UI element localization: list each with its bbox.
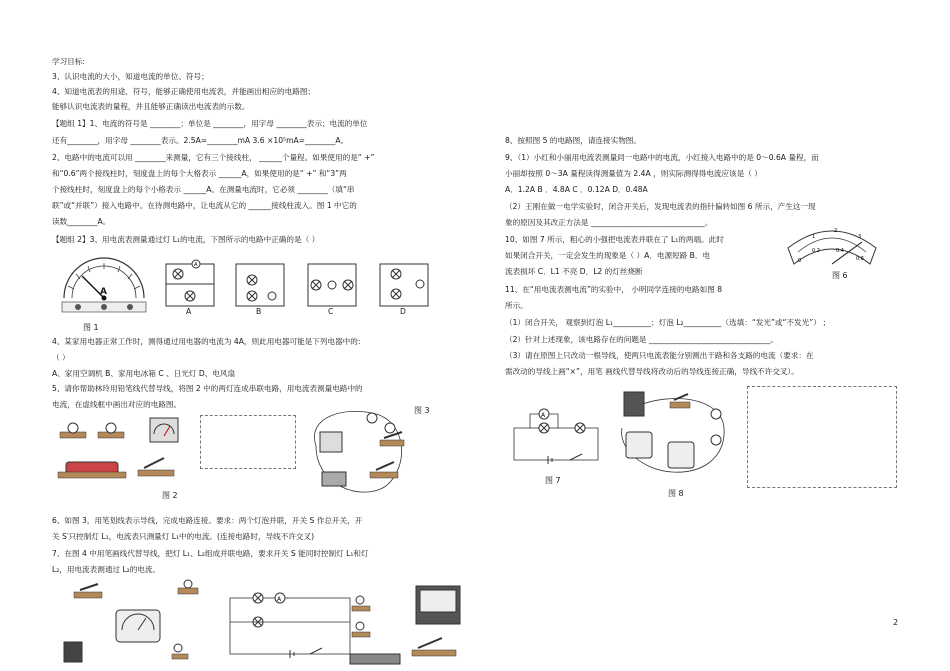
fig4-components-illustration xyxy=(60,580,480,666)
fig6-tick-0-6: 0.6 xyxy=(856,256,864,262)
fig2-components-illustration xyxy=(58,414,192,486)
objective-3: 3、认识电流的大小，知道电流的单位、符号； xyxy=(52,72,209,81)
q3-line: 【题组 2】3、用电流表测量通过灯 L₁的电流，下图所示的电路中正确的是（ ） xyxy=(52,235,320,244)
q11-part3-line1: （3）请在原图上只改动一根导线，使两只电流表能分别测出干路和各支路的电流（要求：在 xyxy=(505,351,814,360)
q10-line2: 如果闭合开关，一定会发生的现象是（ ）A．电源短路 B．电 xyxy=(505,251,711,260)
objective-4-cont: 能够认识电流表的量程，并且能够正确读出电流表的示数。 xyxy=(52,102,250,111)
q11-line2: 所示。 xyxy=(505,301,528,310)
heading-objectives: 学习目标: xyxy=(52,57,85,66)
q6-line1: 6、如图 3，用笔划线表示导线，完成电路连接。要求：两个灯泡并联，开关 S 作总开关，开 xyxy=(52,516,363,525)
fig1-caption: 图 1 xyxy=(83,323,99,332)
q1-line2: 还有________，用字母 ________表示。2.5A=________mA 3.6 ×10⁵mA=________A。 xyxy=(52,136,349,145)
fig6-tick-3: 3 xyxy=(858,234,862,240)
q7-line2: L₂，用电流表测通过 L₂的电流。 xyxy=(52,565,161,574)
q9-part2-line2: 象的原因及其改正方法是 ______________________________。 xyxy=(505,218,713,227)
fig6-tick-0: 0 xyxy=(798,258,802,264)
q9-line1: 9、（1）小红和小丽用电流表测量同一电路中的电流，小红接入电路中的是 0～0.6A 量程，而 xyxy=(505,153,819,162)
q1-line1: 【题组 1】1、电流的符号是 ________；单位是 ________，用字母 ________表示；电流的单位 xyxy=(52,119,368,128)
choice-label-b: B xyxy=(256,307,262,316)
q4-line2: （ ） xyxy=(52,353,70,362)
q5-line1: 5、请你帮助林玲用铅笔线代替导线，将图 2 中的两灯连成串联电路，用电流表测量电路中的 xyxy=(52,384,363,393)
q11-part3-line2: 需改动的导线上画“×”，用笔 画线代替导线将改动后的导线连接正确，导线不许交叉）。 xyxy=(505,367,799,376)
fig1-unit-label: A xyxy=(100,287,107,297)
q9-part2-line1: （2）王刚在做一电学实验时，闭合开关后，发现电流表的指针偏转如图 6 所示，产生这一现 xyxy=(505,202,816,211)
q7-line1: 7、在图 4 中用笔画线代替导线，把灯 L₁、L₂组成并联电路，要求开关 S 能同时控制灯 L₁和灯 xyxy=(52,549,369,558)
fig6-tick-0-2: 0.2 xyxy=(812,248,820,254)
q9-line2: 小丽却按照 0～3A 量程读得测量值为 2.4A ，则实际测得得电流应该是（ ） xyxy=(505,169,762,178)
q6-line2: 关 S′只控制灯 L₁，电流表只测量灯 L₁中的电流。(连接电路时，导线不许交叉) xyxy=(52,532,315,541)
fig8-caption: 图 8 xyxy=(668,489,684,498)
svg-text:A: A xyxy=(194,262,198,268)
q2-line2: 和“0.6”两个接线柱时，刻度盘上的每个大格表示 ______A，如果使用的是“ +” 和“3”两 xyxy=(52,169,347,178)
q8-line: 8、按照图 5 的电路图，请连接实物图。 xyxy=(505,136,641,145)
choice-label-a: A xyxy=(186,307,192,316)
fig6-tick-1: 1 xyxy=(812,234,816,240)
q10-line3: 流表损坏 C．L1 不亮 D．L2 的灯丝烧断 xyxy=(505,267,643,276)
q5-answer-box[interactable] xyxy=(200,415,296,469)
q11-part1: （1）闭合开关， 观察到灯泡 L₁__________；灯泡 L₂__________（选填：“发光”或“不发光”） ; xyxy=(505,318,826,327)
fig6-caption: 图 6 xyxy=(832,271,848,280)
fig6-tick-0-4: 0.4 xyxy=(836,248,844,254)
svg-text:A: A xyxy=(541,412,546,419)
fig7-circuit-diagram xyxy=(510,406,602,468)
q2-line1: 2、电路中的电流可以用 ________来测量，它有三个接线柱， ______个量程。如果使用的是“ +” xyxy=(52,153,375,162)
q2-line3: 个接线柱时，刻度盘上的每个小格表示 ______A。在测量电流时，它必须 ________（填“串 xyxy=(52,185,355,194)
objective-4: 4、知道电流表的用途、符号，能够正确使用电流表，并能画出相应的电路图； xyxy=(52,87,316,96)
fig8-circuit-illustration xyxy=(612,388,732,484)
q11-line1: 11、在“用电流表测电流”的实验中， 小明同学连接的电路如图 8 xyxy=(505,285,723,294)
q2-line4: 联”或“并联”）接入电路中。在待测电路中，让电流从它的 ______接线柱流入。图 1 中它的 xyxy=(52,201,357,210)
q4-choices: A、家用空调机 B、家用电冰箱 C 、日光灯 D、电风扇 xyxy=(52,369,236,378)
choice-label-c: C xyxy=(328,307,334,316)
fig2-caption: 图 2 xyxy=(162,491,178,500)
fig6-tick-2: 2 xyxy=(834,228,838,234)
svg-text:A: A xyxy=(277,596,282,603)
choice-label-d: D xyxy=(400,307,406,316)
fig7-caption: 图 7 xyxy=(545,476,561,485)
q11-part2: （2）针对上述现象，该电路存在的问题是 ________________________________。 xyxy=(505,335,779,344)
q2-line5: 读数________A。 xyxy=(52,217,111,226)
q4-line1: 4、某家用电器正常工作时，测得通过用电器的电流为 4A，则此用电器可能是下列电器中的: xyxy=(52,337,361,346)
q10-line1: 10、如图 7 所示，粗心的小强把电流表并联在了 L₁的两端。此时 xyxy=(505,235,724,244)
q5-line2: 电流，在虚线框中画出对应的电路图。 xyxy=(52,400,182,409)
q9-choices: A．1.2A B ．4.8A C ．0.12A D．0.48A xyxy=(505,185,648,194)
fig6-ammeter-dial xyxy=(784,218,880,268)
page-number: 2 xyxy=(893,618,899,627)
fig3-circuit-illustration xyxy=(306,406,412,496)
q11-answer-box[interactable] xyxy=(747,386,897,488)
fig3-caption: 图 3 xyxy=(414,406,430,415)
